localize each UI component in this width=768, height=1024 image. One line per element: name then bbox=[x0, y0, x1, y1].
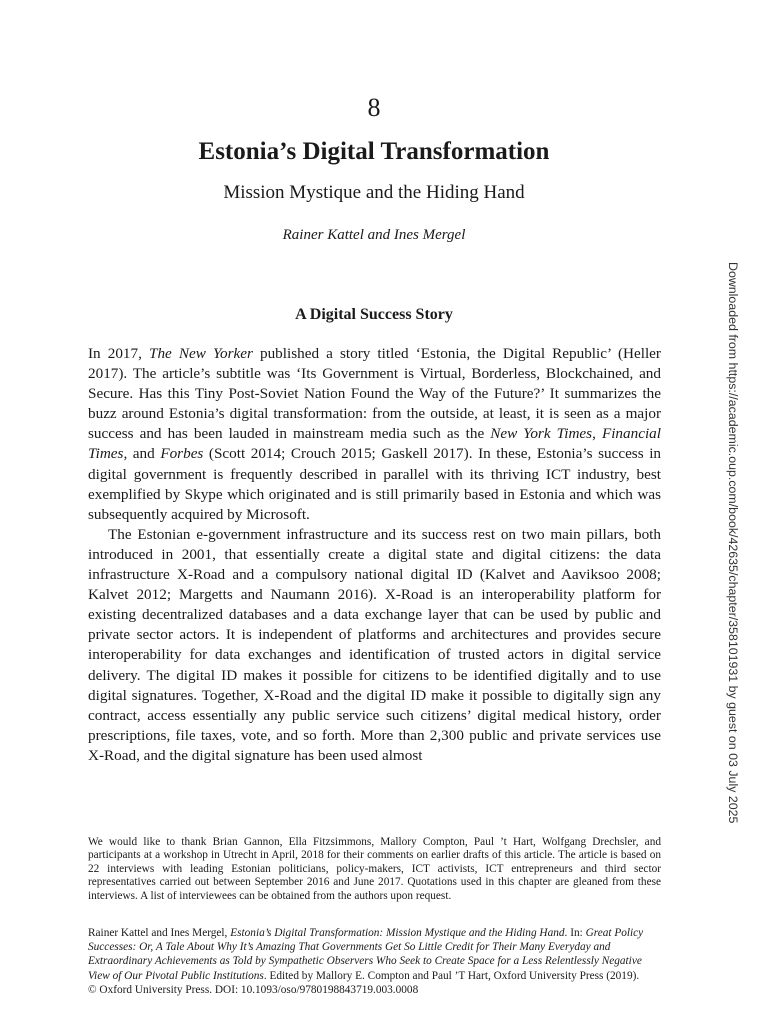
chapter-title: Estonia’s Digital Transformation bbox=[198, 138, 550, 165]
citation-copyright: © Oxford University Press. DOI: 10.1093/oso/9780198843719.003.0008 bbox=[88, 983, 419, 996]
citation-book-title: Great Policy Successes: Or, A Tale About Why It’s Amazing That Governments Get So Little Credit for Their Many Everyday and Extraordinary Achievements as Told by Sympathetic Observers Who Seek to Create Space for a Less Relentlessly Negative View of Our Pivotal Public Institutions bbox=[88, 927, 644, 982]
chapter-number: 8 bbox=[367, 93, 381, 122]
p1-text-a: In 2017, bbox=[88, 345, 149, 362]
p1-publication-ft: Financial Times bbox=[88, 425, 661, 463]
body-text bbox=[88, 344, 661, 766]
p1-text-d: , and bbox=[123, 445, 161, 463]
footnote: We would like to thank Brian Gannon, Ella Fitzsimmons, Mallory Compton, Paul ’t Hart, Wolfgang Drechsler, and participants at a workshop in Utrecht in April, 2018 for their comments on earlier drafts of this article. The article is based on 22 interviews with leading Estonian politicians, policy-makers, ICT activists, ICT entrepreneurs and third sector representatives carried out between September 2016 and June 2017. Quotations used in this chapter are gleaned from these interviews. A list of interviewees can be obtained from the authors upon request. bbox=[88, 836, 661, 902]
chapter-authors: Rainer Kattel and Ines Mergel bbox=[282, 227, 466, 243]
p1-publication-forbes: Forbes bbox=[160, 445, 204, 463]
download-watermark-text: Downloaded from https://academic.oup.com/book/42635/chapter/358101931 by guest on 03 July 2025 bbox=[726, 262, 740, 824]
p1-text-c: , bbox=[592, 425, 602, 443]
p1-text-b: published a story titled ‘Estonia, the Digital Republic’ (Heller 2017). The article’s subtitle was ‘Its Government is Virtual, Borderless, Blockchained, and Secure. Has this Tiny Post-Soviet Nation Found the Way of the Future?’ It summarizes the buzz around Estonia’s digital transformation: from the outside, at least, it is seen as a major success and has been lauded in mainstream media such as the bbox=[88, 345, 661, 443]
section-heading: A Digital Success Story bbox=[295, 306, 453, 323]
p1-text-e: (Scott 2014; Crouch 2015; Gaskell 2017). In these, Estonia’s success in digital government is frequently described in parallel with its thriving ICT industry, best exemplified by Skype which originated and is still primarily based in Estonia and which was subsequently acquired by Microsoft. bbox=[88, 445, 662, 523]
citation-in-label: . In: bbox=[564, 927, 586, 939]
citation-chapter-title: Estonia’s Digital Transformation: Mission Mystique and the Hiding Hand bbox=[230, 927, 565, 939]
citation-editors: . Edited by Mallory E. Compton and Paul ’T Hart, Oxford University Press (2019). bbox=[263, 969, 640, 982]
body-paragraph-2: The Estonian e-government infrastructure and its success rest on two main pillars, both introduced in 2001, that essentially create a digital state and digital citizens: the data infrastructure X-Road and a compulsory national digital ID (Kalvet and Aaviksoo 2008; Kalvet 2012; Margetts and Naumann 2016). X-Road is an interoperability platform for existing decentralized databases and a data exchange layer that can be used by public and private sector actors. It is independent of platforms and architectures and provides secure interoperability for data exchanges and identification of trusted actors in digital service delivery. The digital ID makes it possible for citizens to be identified digitally and to use digital signatures. Together, X-Road and the digital ID make it possible to digitally sign any contract, access essentially any public service such citizens’ digital medical history, order prescriptions, file taxes, vote, and so forth. More than 2,300 public and private services use X-Road, and the digital signature has been used almost bbox=[88, 525, 661, 764]
chapter-subtitle: Mission Mystique and the Hiding Hand bbox=[223, 182, 525, 203]
citation-authors: Rainer Kattel and Ines Mergel, bbox=[88, 927, 231, 939]
download-watermark bbox=[722, 262, 742, 822]
p1-publication-nyt: New York Times bbox=[490, 425, 593, 443]
citation bbox=[88, 926, 663, 997]
p1-publication-new-yorker: The New Yorker bbox=[149, 345, 253, 362]
body-paragraph-1 bbox=[88, 344, 661, 525]
